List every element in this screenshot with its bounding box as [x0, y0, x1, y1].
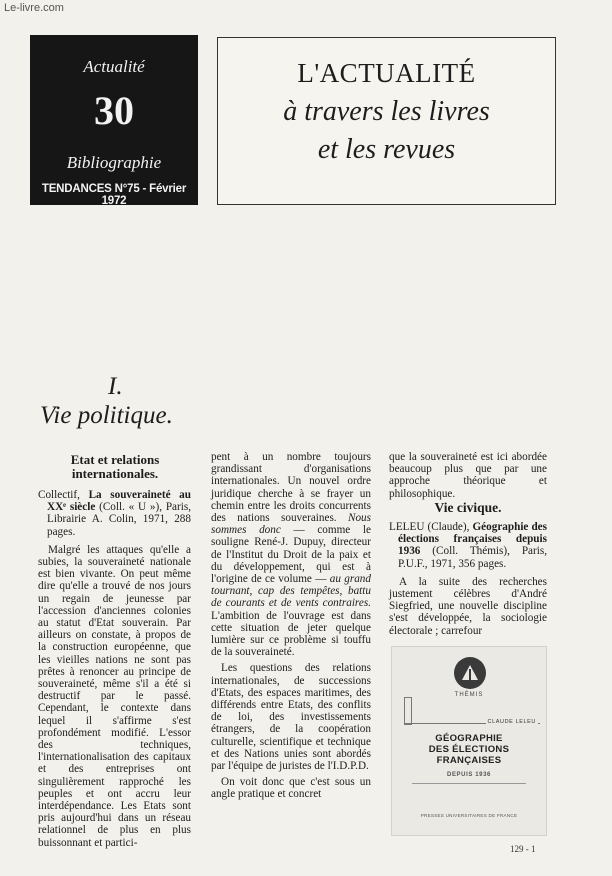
book-reference-1 [38, 489, 191, 538]
book-marker [404, 697, 412, 725]
ref-author: Collectif, [38, 489, 89, 501]
ref-author: LELEU (Claude), [389, 521, 473, 533]
column-3-lower [389, 521, 547, 641]
book-cover-image [391, 646, 547, 836]
page-number: 129 - 1 [510, 844, 536, 854]
section-number: I. [108, 373, 123, 400]
text-run: — comme le souligne René-J. Dupuy, directeur de l'Institut du Droit de la paix et du développement, qui est à l'origine de ce volume — [211, 524, 371, 586]
title-line-2: à travers les livres [283, 96, 490, 127]
ref-details: (Coll. « U »), Paris, Librairie A. Colin, 1971, 288 pages. [47, 501, 191, 538]
paragraph: On voit donc que c'est sous un angle pratique et concret [211, 776, 371, 801]
text-run: L'ambition de l'ouvrage est dans cette situation de jeter quelque lumière sur ce problème si touffu de la souveraineté. [211, 609, 371, 659]
book-title-line: GÉOGRAPHIE [435, 733, 503, 744]
paragraph: A la suite des recherches justement célèbres d'André Siegfried, une nouvelle discipline s'est développée, la sociologie électorale ; carrefour [389, 575, 547, 637]
subheading-etat: Etat et relations internationales. [70, 452, 160, 481]
paragraph: que la souveraineté est ici abordée beaucoup plus que par une approche théorique et philosophique. [389, 451, 547, 500]
watermark: Le-livre.com [4, 2, 64, 14]
issue-label-top: Actualité [83, 57, 145, 76]
title-line-1: L'ACTUALITÉ [297, 58, 476, 88]
section-title: Vie politique. [40, 402, 173, 429]
book-publisher: PRESSES UNIVERSITAIRES DE FRANCE [420, 813, 518, 818]
book-brand: THÉMIS [454, 692, 484, 698]
ref-title: Géographie des élections françaises depuis 1936 [398, 521, 547, 558]
text-run-italic: au grand tournant, cap des tempêtes, battu de courants et de vents contraires. [211, 573, 371, 610]
book-author: CLAUDE LELEU [487, 719, 536, 725]
column-1 [38, 489, 191, 853]
book-reference-2 [389, 521, 547, 570]
title-box [217, 37, 556, 205]
book-title [392, 733, 546, 766]
issue-number: 30 [94, 88, 134, 133]
paragraph [211, 451, 371, 658]
ref-details: (Coll. Thémis), Paris, P.U.F., 1971, 356 pages. [398, 545, 547, 570]
paragraph: Les questions des relations internationales, de successions d'Etats, des espaces maritimes, des différends entre Etats, des conflits de loi, des investissements étrangers, de la coopération culturelle, scientifique et technique et des Nations unies sont abordés par l'équipe de juristes de l'I.D.P.D. [211, 662, 371, 773]
text-run-italic: Nous sommes donc [211, 512, 371, 537]
issue-label-bottom: Bibliographie [66, 153, 162, 172]
column-2 [211, 451, 371, 805]
divider [412, 783, 526, 784]
scales-icon [454, 657, 486, 689]
book-year: DEPUIS 1936 [447, 772, 491, 778]
issue-tendances: TENDANCES N°75 - Février 1972 [41, 183, 187, 207]
book-title-line: DES ÉLECTIONS [428, 744, 510, 755]
title-line-3: et les revues [317, 134, 456, 165]
book-title-line: FRANÇAISES [436, 755, 502, 766]
text-run: pent à un nombre toujours grandissant d'organisations internationales. Un nouvel ordre juridique cherche à se frayer un chemin entre les droits concurrents des nations souveraines. [211, 451, 371, 525]
issue-box [30, 35, 198, 205]
column-3 [389, 451, 547, 504]
paragraph: Malgré les attaques qu'elle a subies, la souveraineté nationale est bien vivante. On peut même dire qu'elle a trouvé de nos jours un regain de jeunesse par l'accession d'anciennes colonies au statut d'Etat souverain. Par ailleurs on constate, à propos de la construction européenne, que les vieilles nations ne sont pas prêtes à renoncer au principe de souveraineté, même s'il a été si destructif par le passé. Cependant, le contexte dans lequel il s'affirme s'est profondément modifié. L'essor des techniques, l'internationalisation des capitaux et des entreprises ont singulièrement rapproché les peuples et ont accru leur interdépendance. Les Etats sont pris aujourd'hui dans un réseau relationnel de plus en plus buissonnant et partici- [38, 543, 191, 849]
subheading-vie-civique: Vie civique. [434, 500, 502, 515]
ref-title: La souveraineté au XXᵉ siècle [47, 489, 191, 514]
